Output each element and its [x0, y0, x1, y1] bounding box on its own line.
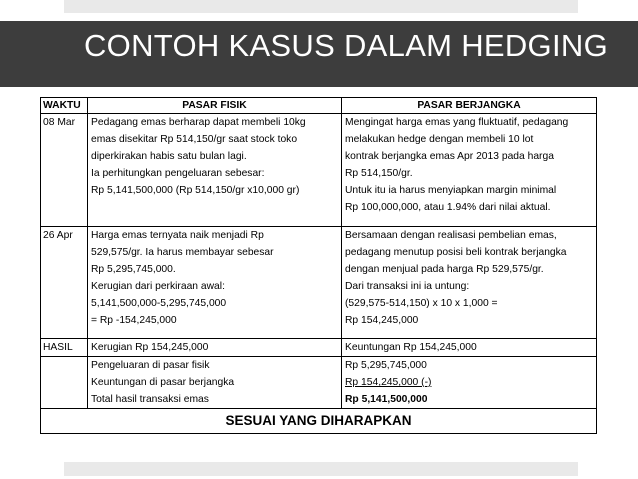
text-line: dengan menjual pada harga Rp 529,575/gr. — [345, 264, 544, 275]
hasil-label: HASIL — [41, 339, 88, 357]
header-waktu: WAKTU — [41, 98, 88, 114]
summary-labels — [88, 357, 342, 409]
conclusion-row — [41, 409, 597, 434]
row-berjangka — [342, 114, 597, 227]
text-line: diperkirakan habis satu bulan lagi. — [91, 151, 247, 162]
summary-value-underlined: Rp 154,245,000 (-) — [345, 377, 432, 388]
text-line: Rp 100,000,000, atau 1.94% dari nilai aktual. — [345, 202, 551, 213]
summary-values — [342, 357, 597, 409]
hasil-row — [41, 339, 597, 357]
text-line: Dari transaksi ini ia untung: — [345, 281, 470, 292]
text-line: Ia perhitungkan pengeluaran sebesar: — [91, 168, 265, 179]
table-row — [41, 227, 597, 339]
summary-total-value: Rp 5,141,500,000 — [345, 394, 428, 405]
header-pasar-berjangka: PASAR BERJANGKA — [342, 98, 597, 114]
text-line: Rp 154,245,000 — [345, 315, 419, 326]
hasil-berjangka: Keuntungan Rp 154,245,000 — [342, 339, 597, 357]
text-line: Rp 5,295,745,000. — [91, 264, 176, 275]
table-row — [41, 114, 597, 227]
row-fisik — [88, 227, 342, 339]
bottom-decor-bar — [64, 462, 578, 476]
conclusion-text: SESUAI YANG DIHARAPKAN — [41, 409, 597, 434]
text-line: Mengingat harga emas yang fluktuatif, pedagang — [345, 117, 569, 128]
summary-empty — [41, 357, 88, 409]
text-line: = Rp -154,245,000 — [91, 315, 177, 326]
header-pasar-fisik: PASAR FISIK — [88, 98, 342, 114]
text-line: Rp 5,141,500,000 (Rp 514,150/gr x10,000 gr) — [91, 185, 300, 196]
text-line: Harga emas ternyata naik menjadi Rp — [91, 230, 264, 241]
row-waktu: 08 Mar — [41, 114, 88, 227]
text-line: melakukan hedge dengan membeli 10 lot — [345, 134, 534, 145]
text-line: (529,575-514,150) x 10 x 1,000 = — [345, 298, 498, 309]
text-line: pedagang menutup posisi beli kontrak berjangka — [345, 247, 567, 258]
text-line: Pedagang emas berharap dapat membeli 10kg — [91, 117, 306, 128]
header-row — [41, 98, 597, 114]
summary-value: Rp 5,295,745,000 — [345, 360, 427, 371]
row-berjangka — [342, 227, 597, 339]
row-fisik — [88, 114, 342, 227]
top-decor-bar — [64, 0, 578, 13]
summary-label: Keuntungan di pasar berjangka — [91, 377, 235, 388]
hedging-table — [40, 97, 597, 434]
text-line: 5,141,500,000-5,295,745,000 — [91, 298, 227, 309]
text-line: Bersamaan dengan realisasi pembelian emas, — [345, 230, 557, 241]
hasil-fisik: Kerugian Rp 154,245,000 — [88, 339, 342, 357]
summary-label: Total hasil transaksi emas — [91, 394, 209, 405]
text-line: Rp 514,150/gr. — [345, 168, 413, 179]
text-line: 529,575/gr. Ia harus membayar sebesar — [91, 247, 274, 258]
text-line: kontrak berjangka emas Apr 2013 pada harga — [345, 151, 554, 162]
text-line: Untuk itu ia harus menyiapkan margin minimal — [345, 185, 557, 196]
row-waktu: 26 Apr — [41, 227, 88, 339]
text-line: emas disekitar Rp 514,150/gr saat stock toko — [91, 134, 298, 145]
summary-label: Pengeluaran di pasar fisik — [91, 360, 210, 371]
text-line: Kerugian dari perkiraan awal: — [91, 281, 225, 292]
slide-title: CONTOH KASUS DALAM HEDGING — [84, 28, 608, 63]
summary-row — [41, 357, 597, 409]
